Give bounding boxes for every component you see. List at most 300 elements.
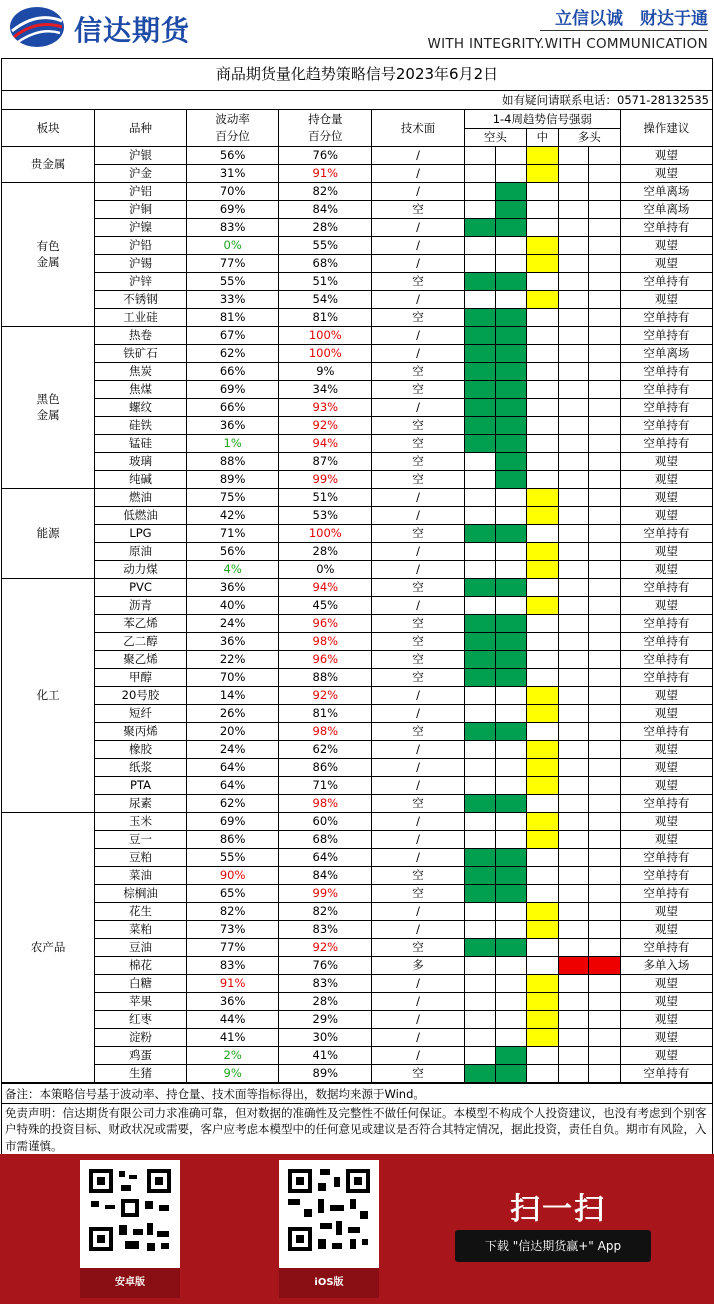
volatility-percentile: 22%: [186, 650, 279, 668]
signal-cell-week-4: [558, 632, 589, 650]
product-name: 燃油: [95, 488, 187, 506]
operation-advice: 空单持有: [620, 524, 712, 542]
signal-cell-week-5: [589, 488, 621, 506]
signal-cell-week-1: [464, 218, 496, 236]
operation-advice: 空单持有: [620, 434, 712, 452]
open-interest-percentile: 99%: [279, 470, 372, 488]
signal-cell-week-5: [589, 956, 621, 974]
product-name: 焦煤: [95, 380, 187, 398]
signal-cell-week-3: [527, 506, 559, 524]
signal-cell-week-5: [589, 254, 621, 272]
signal-cell-week-4: [558, 488, 589, 506]
technical-signal: 空: [372, 650, 465, 668]
signal-cell-week-2: [496, 236, 527, 254]
operation-advice: 空单持有: [620, 884, 712, 902]
table-row: [2, 524, 712, 542]
signal-cell-week-4: [558, 236, 589, 254]
signal-cell-week-4: [558, 596, 589, 614]
signal-cell-week-3: [527, 1064, 559, 1082]
volatility-percentile: 24%: [186, 614, 279, 632]
signal-cell-week-2: [496, 1046, 527, 1064]
signal-cell-week-1: [464, 164, 496, 182]
technical-signal: /: [372, 326, 465, 344]
table-row: [2, 542, 712, 560]
signal-cell-week-2: [496, 416, 527, 434]
signal-cell-week-4: [558, 164, 589, 182]
signal-cell-week-3: [527, 1046, 559, 1064]
signal-cell-week-1: [464, 488, 496, 506]
signal-cell-week-1: [464, 902, 496, 920]
signal-cell-week-5: [589, 938, 621, 956]
signal-cell-week-3: [527, 902, 559, 920]
table-row: [2, 1010, 712, 1028]
product-name: 工业硅: [95, 308, 187, 326]
open-interest-percentile: 29%: [279, 1010, 372, 1028]
product-name: 红枣: [95, 1010, 187, 1028]
technical-signal: /: [372, 506, 465, 524]
header-volatility: 波动率 百分位: [186, 110, 279, 146]
technical-signal: 空: [372, 362, 465, 380]
signal-cell-week-5: [589, 758, 621, 776]
technical-signal: 空: [372, 668, 465, 686]
signal-cell-week-3: [527, 704, 559, 722]
product-name: 沪金: [95, 164, 187, 182]
open-interest-percentile: 55%: [279, 236, 372, 254]
table-row: [2, 164, 712, 182]
open-interest-percentile: 89%: [279, 1064, 372, 1082]
signal-cell-week-5: [589, 452, 621, 470]
product-name: 豆粕: [95, 848, 187, 866]
signal-cell-week-1: [464, 884, 496, 902]
open-interest-percentile: 68%: [279, 830, 372, 848]
table-row: [2, 632, 712, 650]
product-name: 热卷: [95, 326, 187, 344]
signal-cell-week-3: [527, 956, 559, 974]
operation-advice: 空单持有: [620, 650, 712, 668]
volatility-percentile: 26%: [186, 704, 279, 722]
volatility-percentile: 82%: [186, 902, 279, 920]
header-signal: 1-4周趋势信号强弱: [464, 110, 620, 128]
volatility-percentile: 91%: [186, 974, 279, 992]
product-name: 原油: [95, 542, 187, 560]
header-technical: 技术面: [372, 110, 465, 146]
product-name: 白糖: [95, 974, 187, 992]
technical-signal: 空: [372, 308, 465, 326]
volatility-percentile: 0%: [186, 236, 279, 254]
volatility-percentile: 55%: [186, 848, 279, 866]
signal-cell-week-3: [527, 146, 559, 164]
header-product: 品种: [95, 110, 187, 146]
product-name: 不锈钢: [95, 290, 187, 308]
signal-cell-week-3: [527, 272, 559, 290]
product-name: 低燃油: [95, 506, 187, 524]
signal-cell-week-2: [496, 632, 527, 650]
technical-signal: /: [372, 848, 465, 866]
operation-advice: 观望: [620, 1010, 712, 1028]
technical-signal: 空: [372, 866, 465, 884]
volatility-percentile: 65%: [186, 884, 279, 902]
signal-cell-week-3: [527, 812, 559, 830]
table-row: [2, 974, 712, 992]
signal-cell-week-1: [464, 236, 496, 254]
header-short: 空头: [464, 128, 526, 146]
volatility-percentile: 41%: [186, 1028, 279, 1046]
volatility-percentile: 36%: [186, 578, 279, 596]
open-interest-percentile: 53%: [279, 506, 372, 524]
product-name: 菜粕: [95, 920, 187, 938]
signal-cell-week-4: [558, 902, 589, 920]
signal-cell-week-3: [527, 992, 559, 1010]
technical-signal: /: [372, 218, 465, 236]
signal-cell-week-4: [558, 1028, 589, 1046]
signal-cell-week-3: [527, 758, 559, 776]
volatility-percentile: 62%: [186, 344, 279, 362]
signal-cell-week-3: [527, 488, 559, 506]
signal-cell-week-1: [464, 398, 496, 416]
volatility-percentile: 31%: [186, 164, 279, 182]
product-name: 淀粉: [95, 1028, 187, 1046]
signal-cell-week-2: [496, 722, 527, 740]
volatility-percentile: 36%: [186, 416, 279, 434]
signal-cell-week-1: [464, 956, 496, 974]
product-name: 苹果: [95, 992, 187, 1010]
volatility-percentile: 86%: [186, 830, 279, 848]
volatility-percentile: 36%: [186, 632, 279, 650]
signal-cell-week-2: [496, 704, 527, 722]
signal-cell-week-5: [589, 416, 621, 434]
table-row: [2, 452, 712, 470]
signal-cell-week-4: [558, 848, 589, 866]
open-interest-percentile: 62%: [279, 740, 372, 758]
product-name: 玻璃: [95, 452, 187, 470]
open-interest-percentile: 98%: [279, 632, 372, 650]
signal-cell-week-3: [527, 524, 559, 542]
product-name: 尿素: [95, 794, 187, 812]
table-row: [2, 182, 712, 200]
signal-cell-week-2: [496, 308, 527, 326]
operation-advice: 观望: [620, 236, 712, 254]
open-interest-percentile: 91%: [279, 164, 372, 182]
operation-advice: 空单持有: [620, 1064, 712, 1082]
operation-advice: 空单持有: [620, 632, 712, 650]
open-interest-percentile: 28%: [279, 992, 372, 1010]
technical-signal: /: [372, 488, 465, 506]
product-name: 螺纹: [95, 398, 187, 416]
signal-cell-week-2: [496, 218, 527, 236]
volatility-percentile: 24%: [186, 740, 279, 758]
signal-cell-week-5: [589, 290, 621, 308]
table-row: [2, 794, 712, 812]
signal-cell-week-3: [527, 254, 559, 272]
signal-cell-week-4: [558, 578, 589, 596]
signal-cell-week-5: [589, 848, 621, 866]
signal-cell-week-2: [496, 146, 527, 164]
signal-cell-week-2: [496, 506, 527, 524]
table-row: [2, 650, 712, 668]
technical-signal: /: [372, 992, 465, 1010]
signal-cell-week-2: [496, 650, 527, 668]
signal-cell-week-1: [464, 830, 496, 848]
signal-cell-week-2: [496, 434, 527, 452]
signal-cell-week-1: [464, 632, 496, 650]
open-interest-percentile: 34%: [279, 380, 372, 398]
operation-advice: 观望: [620, 1028, 712, 1046]
signal-cell-week-4: [558, 668, 589, 686]
operation-advice: 观望: [620, 920, 712, 938]
technical-signal: /: [372, 1046, 465, 1064]
signal-cell-week-4: [558, 254, 589, 272]
signal-cell-week-1: [464, 776, 496, 794]
sector-name: 贵金属: [2, 146, 95, 182]
scan-text: 扫一扫: [510, 1192, 606, 1227]
volatility-percentile: 62%: [186, 794, 279, 812]
volatility-percentile: 36%: [186, 992, 279, 1010]
volatility-percentile: 55%: [186, 272, 279, 290]
table-row: [2, 146, 712, 164]
operation-advice: 观望: [620, 686, 712, 704]
table-row: [2, 866, 712, 884]
technical-signal: /: [372, 776, 465, 794]
table-row: [2, 1046, 712, 1064]
open-interest-percentile: 30%: [279, 1028, 372, 1046]
signal-cell-week-3: [527, 866, 559, 884]
operation-advice: 观望: [620, 254, 712, 272]
signal-cell-week-1: [464, 542, 496, 560]
technical-signal: /: [372, 254, 465, 272]
table-row: [2, 218, 712, 236]
signal-cell-week-4: [558, 146, 589, 164]
table-row: [2, 578, 712, 596]
signal-cell-week-2: [496, 1064, 527, 1082]
signal-cell-week-1: [464, 272, 496, 290]
signal-cell-week-4: [558, 920, 589, 938]
signal-cell-week-3: [527, 308, 559, 326]
product-name: 20号胶: [95, 686, 187, 704]
technical-signal: 空: [372, 380, 465, 398]
volatility-percentile: 77%: [186, 938, 279, 956]
signal-cell-week-2: [496, 992, 527, 1010]
table-row: [2, 1064, 712, 1082]
signal-cell-week-2: [496, 596, 527, 614]
signal-cell-week-3: [527, 938, 559, 956]
signal-cell-week-3: [527, 830, 559, 848]
contact-phone: 如有疑问请联系电话：0571-28132535: [2, 91, 712, 110]
signal-cell-week-3: [527, 794, 559, 812]
product-name: 短纤: [95, 704, 187, 722]
signal-cell-week-5: [589, 218, 621, 236]
signal-cell-week-5: [589, 470, 621, 488]
header-long: 多头: [558, 128, 620, 146]
signal-cell-week-4: [558, 974, 589, 992]
signal-cell-week-5: [589, 398, 621, 416]
signal-cell-week-1: [464, 146, 496, 164]
signal-cell-week-5: [589, 812, 621, 830]
technical-signal: /: [372, 758, 465, 776]
technical-signal: /: [372, 920, 465, 938]
signal-cell-week-5: [589, 1010, 621, 1028]
open-interest-percentile: 82%: [279, 182, 372, 200]
operation-advice: 观望: [620, 974, 712, 992]
signal-cell-week-5: [589, 884, 621, 902]
operation-advice: 观望: [620, 506, 712, 524]
open-interest-percentile: 28%: [279, 218, 372, 236]
product-name: 花生: [95, 902, 187, 920]
ios-label: iOS版: [279, 1268, 379, 1298]
signal-cell-week-5: [589, 326, 621, 344]
volatility-percentile: 14%: [186, 686, 279, 704]
table-row: [2, 326, 712, 344]
signal-cell-week-1: [464, 506, 496, 524]
signal-cell-week-5: [589, 146, 621, 164]
signal-cell-week-5: [589, 830, 621, 848]
technical-signal: /: [372, 236, 465, 254]
volatility-percentile: 56%: [186, 146, 279, 164]
technical-signal: 空: [372, 416, 465, 434]
technical-signal: 空: [372, 722, 465, 740]
product-name: PVC: [95, 578, 187, 596]
volatility-percentile: 69%: [186, 812, 279, 830]
signal-cell-week-5: [589, 164, 621, 182]
open-interest-percentile: 82%: [279, 902, 372, 920]
product-name: 纸浆: [95, 758, 187, 776]
volatility-percentile: 83%: [186, 218, 279, 236]
operation-advice: 观望: [620, 830, 712, 848]
technical-signal: /: [372, 596, 465, 614]
signal-cell-week-1: [464, 470, 496, 488]
product-name: 纯碱: [95, 470, 187, 488]
signal-cell-week-1: [464, 686, 496, 704]
open-interest-percentile: 68%: [279, 254, 372, 272]
signal-cell-week-2: [496, 848, 527, 866]
table-row: [2, 722, 712, 740]
signal-cell-week-2: [496, 1010, 527, 1028]
signal-cell-week-4: [558, 992, 589, 1010]
volatility-percentile: 2%: [186, 1046, 279, 1064]
operation-advice: 空单持有: [620, 272, 712, 290]
volatility-percentile: 20%: [186, 722, 279, 740]
operation-advice: 观望: [620, 992, 712, 1010]
product-name: 沪银: [95, 146, 187, 164]
table-row: [2, 200, 712, 218]
signal-cell-week-1: [464, 758, 496, 776]
header-mid: 中: [527, 128, 559, 146]
volatility-percentile: 64%: [186, 776, 279, 794]
signal-cell-week-5: [589, 434, 621, 452]
signal-cell-week-5: [589, 596, 621, 614]
signal-cell-week-2: [496, 920, 527, 938]
signal-cell-week-4: [558, 506, 589, 524]
technical-signal: /: [372, 1010, 465, 1028]
operation-advice: 空单持有: [620, 848, 712, 866]
technical-signal: /: [372, 686, 465, 704]
signal-cell-week-3: [527, 326, 559, 344]
download-app-button[interactable]: 下载 "信达期货赢+" App: [455, 1230, 651, 1262]
product-name: 橡胶: [95, 740, 187, 758]
signal-cell-week-1: [464, 920, 496, 938]
signal-cell-week-2: [496, 362, 527, 380]
table-row: [2, 272, 712, 290]
table-row: [2, 416, 712, 434]
android-qr-card[interactable]: [80, 1160, 180, 1298]
signal-cell-week-4: [558, 1064, 589, 1082]
signal-cell-week-5: [589, 506, 621, 524]
table-row: [2, 956, 712, 974]
signal-cell-week-3: [527, 614, 559, 632]
signal-cell-week-1: [464, 308, 496, 326]
product-name: 沪锡: [95, 254, 187, 272]
signal-cell-week-4: [558, 1046, 589, 1064]
signal-cell-week-2: [496, 668, 527, 686]
product-name: LPG: [95, 524, 187, 542]
open-interest-percentile: 100%: [279, 326, 372, 344]
open-interest-percentile: 93%: [279, 398, 372, 416]
volatility-percentile: 83%: [186, 956, 279, 974]
brand-name: 信达期货: [74, 14, 191, 47]
open-interest-percentile: 98%: [279, 794, 372, 812]
signal-cell-week-3: [527, 398, 559, 416]
signal-cell-week-3: [527, 218, 559, 236]
product-name: 沪铜: [95, 200, 187, 218]
operation-advice: 观望: [620, 1046, 712, 1064]
ios-qr-card[interactable]: [279, 1160, 379, 1298]
signal-cell-week-4: [558, 866, 589, 884]
volatility-percentile: 1%: [186, 434, 279, 452]
technical-signal: 空: [372, 938, 465, 956]
technical-signal: 空: [372, 434, 465, 452]
signal-cell-week-2: [496, 866, 527, 884]
technical-signal: /: [372, 542, 465, 560]
ios-qr-code-icon: [284, 1165, 374, 1255]
signal-cell-week-2: [496, 686, 527, 704]
signal-cell-week-5: [589, 740, 621, 758]
product-name: 沪铝: [95, 182, 187, 200]
table-row: [2, 884, 712, 902]
product-name: 动力煤: [95, 560, 187, 578]
signal-cell-week-4: [558, 758, 589, 776]
signal-cell-week-2: [496, 542, 527, 560]
signal-cell-week-2: [496, 398, 527, 416]
technical-signal: 空: [372, 200, 465, 218]
volatility-percentile: 70%: [186, 668, 279, 686]
operation-advice: 空单持有: [620, 722, 712, 740]
open-interest-percentile: 87%: [279, 452, 372, 470]
open-interest-percentile: 86%: [279, 758, 372, 776]
signal-cell-week-1: [464, 794, 496, 812]
open-interest-percentile: 81%: [279, 704, 372, 722]
signal-cell-week-4: [558, 434, 589, 452]
signal-cell-week-5: [589, 920, 621, 938]
technical-signal: 空: [372, 452, 465, 470]
signal-cell-week-3: [527, 470, 559, 488]
table-row: [2, 758, 712, 776]
signal-cell-week-5: [589, 686, 621, 704]
signal-cell-week-3: [527, 560, 559, 578]
table-row: [2, 686, 712, 704]
product-name: 甲醇: [95, 668, 187, 686]
signal-cell-week-3: [527, 578, 559, 596]
signal-cell-week-3: [527, 686, 559, 704]
signal-cell-week-2: [496, 254, 527, 272]
signal-cell-week-2: [496, 200, 527, 218]
open-interest-percentile: 60%: [279, 812, 372, 830]
signal-cell-week-4: [558, 326, 589, 344]
product-name: 生猪: [95, 1064, 187, 1082]
table-row: [2, 488, 712, 506]
signal-cell-week-2: [496, 452, 527, 470]
product-name: 玉米: [95, 812, 187, 830]
table-row: [2, 992, 712, 1010]
operation-advice: 观望: [620, 758, 712, 776]
